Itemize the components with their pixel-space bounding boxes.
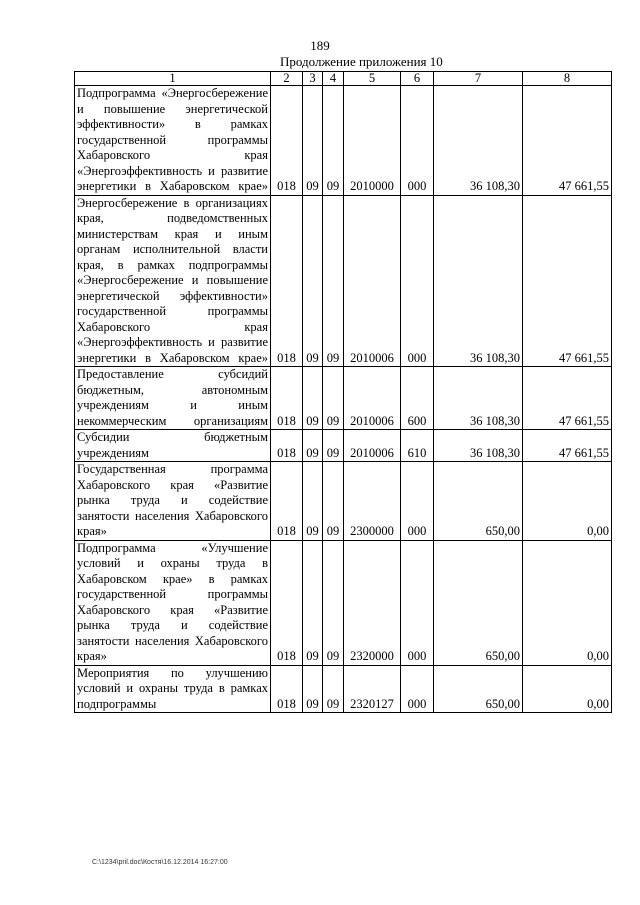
column-header: 1	[75, 72, 271, 86]
cell-amount-col7: 650,00	[434, 540, 523, 665]
cell-amount-col8: 0,00	[523, 665, 612, 713]
cell-subsection: 09	[323, 195, 344, 367]
footer-file-path: C:\1234\pril.doc\Костя\16.12.2014 16:27:00	[92, 859, 228, 866]
row-name: Субсидии бюджетным учреждениям	[75, 430, 271, 462]
cell-target-article: 2010006	[344, 367, 401, 430]
table-row	[75, 665, 612, 713]
cell-expense-type: 610	[401, 430, 434, 462]
cell-amount-col7: 36 108,30	[434, 430, 523, 462]
table-row	[75, 367, 612, 430]
budget-table	[74, 71, 612, 713]
cell-subsection: 09	[323, 665, 344, 713]
cell-section: 09	[303, 430, 323, 462]
column-header: 8	[523, 72, 612, 86]
cell-amount-col8: 47 661,55	[523, 195, 612, 367]
column-header: 4	[323, 72, 344, 86]
header-row	[75, 72, 612, 86]
cell-target-article: 2010006	[344, 195, 401, 367]
cell-target-article: 2320127	[344, 665, 401, 713]
cell-target-article: 2010000	[344, 86, 401, 196]
row-name: Мероприятия по улучшению условий и охраны труда в рамках подпрограммы	[75, 665, 271, 713]
table-row	[75, 462, 612, 541]
cell-amount-col8: 47 661,55	[523, 430, 612, 462]
page-number: 189	[310, 38, 330, 53]
cell-amount-col7: 650,00	[434, 462, 523, 541]
cell-expense-type: 000	[401, 86, 434, 196]
cell-expense-type: 000	[401, 462, 434, 541]
cell-ministry: 018	[271, 462, 303, 541]
cell-amount-col8: 47 661,55	[523, 86, 612, 196]
cell-target-article: 2010006	[344, 430, 401, 462]
table-row	[75, 430, 612, 462]
cell-section: 09	[303, 665, 323, 713]
table-row	[75, 195, 612, 367]
cell-ministry: 018	[271, 540, 303, 665]
cell-expense-type: 600	[401, 367, 434, 430]
cell-ministry: 018	[271, 195, 303, 367]
column-header: 5	[344, 72, 401, 86]
cell-subsection: 09	[323, 86, 344, 196]
cell-ministry: 018	[271, 430, 303, 462]
cell-subsection: 09	[323, 367, 344, 430]
cell-target-article: 2300000	[344, 462, 401, 541]
continuation-caption: Продолжение приложения 10	[280, 54, 443, 69]
cell-amount-col7: 650,00	[434, 665, 523, 713]
cell-subsection: 09	[323, 430, 344, 462]
table-row	[75, 540, 612, 665]
row-name: Государственная программа Хабаровского края «Развитие рынка труда и содействие занятости населения Хабаровского края»	[75, 462, 271, 541]
cell-amount-col7: 36 108,30	[434, 195, 523, 367]
cell-section: 09	[303, 462, 323, 541]
cell-amount-col7: 36 108,30	[434, 367, 523, 430]
row-name: Подпрограмма «Энергосбережение и повышение энергетической эффективности» в рамках государственной программы Хабаровского края «Энергоэффективность и развитие энергетики в Хабаровском крае»	[75, 86, 271, 196]
column-header: 3	[303, 72, 323, 86]
cell-subsection: 09	[323, 462, 344, 541]
cell-amount-col8: 0,00	[523, 540, 612, 665]
cell-amount-col7: 36 108,30	[434, 86, 523, 196]
cell-section: 09	[303, 540, 323, 665]
cell-section: 09	[303, 367, 323, 430]
row-name: Предоставление субсидий бюджетным, автономным учреждениям и иным некоммерческим организациям	[75, 367, 271, 430]
cell-amount-col8: 47 661,55	[523, 367, 612, 430]
column-header: 7	[434, 72, 523, 86]
cell-section: 09	[303, 195, 323, 367]
table-row	[75, 86, 612, 196]
cell-expense-type: 000	[401, 665, 434, 713]
row-name: Энергосбережение в организациях края, подведомственных министерствам края и иным органам исполнительной власти края, в рамках подпрограммы «Энергосбережение и повышение энергетической эффективности» государственной программы Хабаровского края «Энергоэффективность и развитие энергетики в Хабаровском крае»	[75, 195, 271, 367]
cell-subsection: 09	[323, 540, 344, 665]
cell-target-article: 2320000	[344, 540, 401, 665]
cell-expense-type: 000	[401, 540, 434, 665]
cell-ministry: 018	[271, 367, 303, 430]
column-header: 6	[401, 72, 434, 86]
cell-section: 09	[303, 86, 323, 196]
column-header: 2	[271, 72, 303, 86]
cell-ministry: 018	[271, 86, 303, 196]
cell-expense-type: 000	[401, 195, 434, 367]
cell-ministry: 018	[271, 665, 303, 713]
row-name: Подпрограмма «Улучшение условий и охраны труда в Хабаровском крае» в рамках государственной программы Хабаровского края «Развитие рынка труда и содействие занятости населения Хабаровского края»	[75, 540, 271, 665]
cell-amount-col8: 0,00	[523, 462, 612, 541]
